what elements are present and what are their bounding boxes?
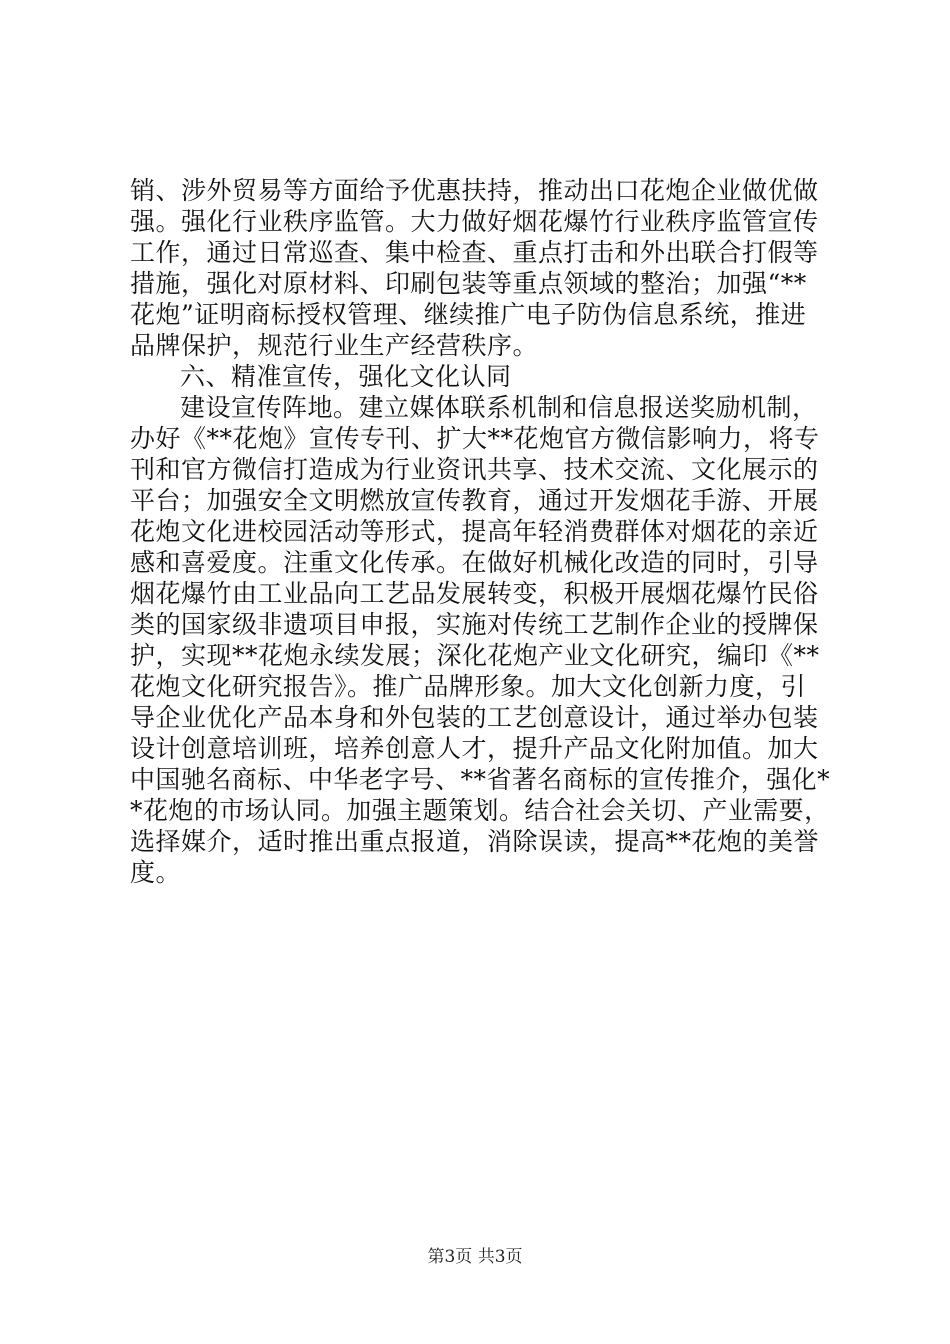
body-line: 品牌保护，规范行业生产经营秩序。 [130,331,539,360]
body-line: 销、涉外贸易等方面给予优惠扶持，推动出口花炮企业做优做 [130,176,819,205]
body-line: 强。强化行业秩序监管。大力做好烟花爆竹行业秩序监管宣传 [130,207,819,236]
body-line: 烟花爆竹由工业品向工艺品发展转变，积极开展烟花爆竹民俗 [130,579,819,608]
section-heading: 六、精准宣传，强化文化认同 [180,362,512,391]
body-line: 感和喜爱度。注重文化传承。在做好机械化改造的同时，引导 [130,548,819,577]
body-line: 类的国家级非遗项目申报，实施对传统工艺制作企业的授牌保 [130,610,819,639]
body-line: 导企业优化产品本身和外包装的工艺创意设计，通过举办包装 [130,703,819,732]
body-line: 建设宣传阵地。建立媒体联系机制和信息报送奖励机制， [180,393,818,422]
body-line: *花炮的市场认同。加强主题策划。结合社会关切、产业需要， [130,796,830,825]
page-number: 第3页 共3页 [427,1247,523,1267]
body-line: 刊和官方微信打造成为行业资讯共享、技术交流、文化展示的 [130,455,819,484]
body-line: 平台；加强安全文明燃放宣传教育，通过开发烟花手游、开展 [130,486,819,515]
body-line: 花炮”证明商标授权管理、继续推广电子防伪信息系统，推进 [130,300,807,329]
body-line: 护，实现**花炮永续发展；深化花炮产业文化研究，编印《** [130,641,820,670]
body-line: 度。 [130,858,182,887]
body-line: 措施，强化对原材料、印刷包装等重点领域的整治；加强“** [130,269,807,298]
body-line: 办好《**花炮》宣传专刊、扩大**花炮官方微信影响力，将专 [130,424,820,453]
body-line: 设计创意培训班，培养创意人才，提升产品文化附加值。加大 [130,734,819,763]
body-line: 中国驰名商标、中华老字号、**省著名商标的宣传推介，强化* [130,765,831,794]
body-line: 选择媒介，适时推出重点报道，消除误读，提高**花炮的美誉 [130,827,820,856]
body-line: 花炮文化研究报告》。推广品牌形象。加大文化创新力度，引 [130,672,807,701]
body-line: 花炮文化进校园活动等形式，提高年轻消费群体对烟花的亲近 [130,517,819,546]
body-line: 工作，通过日常巡查、集中检查、重点打击和外出联合打假等 [130,238,819,267]
